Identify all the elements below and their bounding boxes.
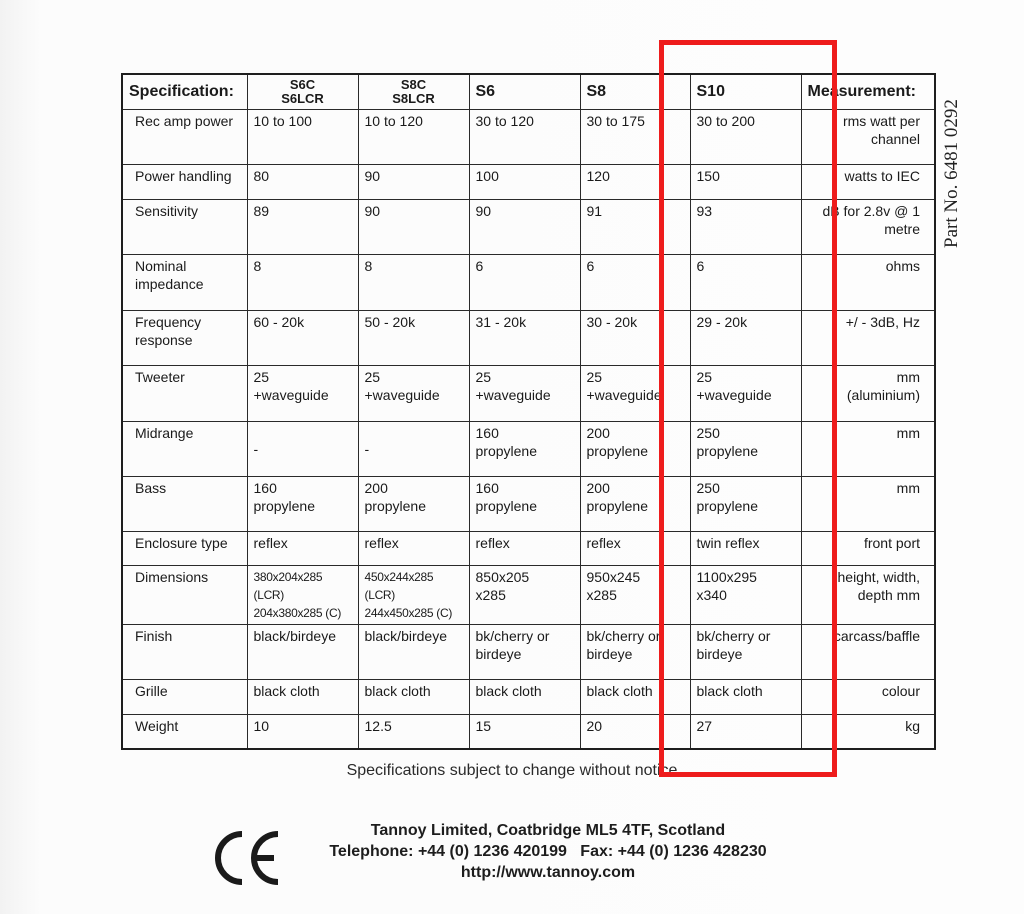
cell-s8 [580,625,690,680]
cell-s6c: 80 [247,165,358,200]
cell-s6c: 89 [247,200,358,255]
cell-line1: 1100x295 [696,569,757,585]
cell-s6c: black cloth [247,680,358,715]
cell-line1: 250 [696,425,720,441]
row-label: Rec amp power [122,110,247,165]
cell-line2: propylene [364,498,426,514]
cell-line1: 200 [586,425,610,441]
cell-measurement: colour [801,680,935,715]
table-row [122,165,935,200]
cell-line2: propylene [586,443,648,459]
row-label: Power handling [122,165,247,200]
cell-line1: 25 [364,369,381,385]
cell-line1: 950x245 [586,569,641,585]
measurement-line2: metre [884,221,920,237]
cell-s10 [690,477,801,532]
cell-s10: 150 [690,165,801,200]
cell-s8c: black/birdeye [358,625,469,680]
cell-s8c: black cloth [358,680,469,715]
cell-s6: black cloth [469,680,580,715]
cell-line1: bk/cherry or [696,628,771,644]
cell-s10 [690,366,801,422]
cell-line1: bk/cherry or [475,628,550,644]
row-label: Midrange [122,422,247,477]
table-row [122,200,935,255]
cell-s10: twin reflex [690,532,801,566]
table-row [122,680,935,715]
cell-s8: 20 [580,715,690,749]
header-s6c-line1: S6C [289,77,316,92]
cell-s6 [469,625,580,680]
row-label: Dimensions [122,566,247,625]
measurement-line2: depth mm [857,587,920,603]
cell-s6: 6 [469,255,580,311]
cell-line1: 250 [696,480,720,496]
row-label: Weight [122,715,247,749]
cell-line2: birdeye [475,646,522,662]
cell-line1: 160 [475,425,499,441]
cell-s10: 30 to 200 [690,110,801,165]
cell-line2: +waveguide [696,387,772,403]
cell-line1: 380x204x285 (LCR) [253,570,323,602]
ce-mark-icon [212,828,284,888]
cell-s10: 29 - 20k [690,311,801,366]
row-label-line1: Nominal [135,258,187,274]
cell-s8c: 12.5 [358,715,469,749]
cell-measurement: ohms [801,255,935,311]
cell-measurement [801,366,935,422]
measurement-line2: (aluminium) [846,387,920,403]
spec-table [121,73,936,750]
cell-line1: 850x205 [475,569,530,585]
measurement-line1: dB for 2.8v @ 1 [822,203,920,219]
cell-s6: 90 [469,200,580,255]
row-label: Bass [122,477,247,532]
table-row [122,255,935,311]
table-row [122,110,935,165]
table-row [122,566,935,625]
measurement-line2: channel [870,131,920,147]
cell-line2: propylene [586,498,648,514]
row-label: Tweeter [122,366,247,422]
table-row [122,477,935,532]
cell-s8: 91 [580,200,690,255]
cell-s6c: 8 [247,255,358,311]
cell-s8c: 90 [358,200,469,255]
company-name: Tannoy Limited, Coatbridge ML5 4TF, Scotland [370,822,726,839]
header-s6c [247,74,358,110]
cell-s6c: 10 [247,715,358,749]
cell-s8: 6 [580,255,690,311]
cell-s10 [690,625,801,680]
header-row [122,74,935,110]
cell-s10: 27 [690,715,801,749]
cell-s6: 30 to 120 [469,110,580,165]
cell-s6c [247,477,358,532]
cell-measurement: carcass/baffle [801,625,935,680]
header-specification: Specification: [122,74,247,110]
cell-s6c: - [247,422,358,477]
cell-s8c [358,477,469,532]
cell-s8 [580,566,690,625]
company-website[interactable]: http://www.tannoy.com [460,864,636,881]
cell-s8 [580,366,690,422]
header-s8c [358,74,469,110]
row-label: Enclosure type [122,532,247,566]
row-label [122,255,247,311]
cell-line1: 25 [475,369,492,385]
cell-line2: propylene [253,498,315,514]
cell-line1: 200 [586,480,610,496]
cell-line2: x340 [696,587,727,603]
header-s8: S8 [580,74,690,110]
cell-s8c: 90 [358,165,469,200]
cell-s6c: 60 - 20k [247,311,358,366]
row-label: Grille [122,680,247,715]
company-address-block [300,820,796,883]
header-s8c-line1: S8C [400,77,427,92]
cell-s10 [690,566,801,625]
cell-line2: x285 [586,587,617,603]
cell-measurement: watts to IEC [801,165,935,200]
disclaimer-note: Specifications subject to change without notice [346,762,678,779]
cell-s8c: reflex [358,532,469,566]
measurement-line1: rms watt per [842,113,920,129]
cell-line1: 160 [475,480,499,496]
table-row [122,366,935,422]
row-label-line2: impedance [135,276,204,292]
cell-line2: propylene [696,443,758,459]
cell-line1: bk/cherry or [586,628,661,644]
cell-s8: 120 [580,165,690,200]
cell-line2: 244x450x285 (C) [364,606,453,620]
cell-s8c [358,566,469,625]
cell-measurement: front port [801,532,935,566]
header-s10: S10 [690,74,801,110]
cell-s6 [469,566,580,625]
header-s8c-line2: S8LCR [392,91,435,106]
cell-s6c: 10 to 100 [247,110,358,165]
cell-s6c: reflex [247,532,358,566]
cell-line2: +waveguide [253,387,329,403]
cell-line2: 204x380x285 (C) [253,606,342,620]
cell-measurement [801,566,935,625]
company-phone: Telephone: +44 (0) 1236 420199 Fax: +44 (0) 1236 428230 [329,843,767,860]
table-row [122,311,935,366]
row-label [122,311,247,366]
cell-s8: 30 - 20k [580,311,690,366]
cell-line2: +waveguide [586,387,662,403]
measurement-line1: mm [896,369,920,385]
cell-s8c: 8 [358,255,469,311]
cell-s10 [690,422,801,477]
cell-s6 [469,366,580,422]
cell-s10: 6 [690,255,801,311]
cell-line1: 25 [253,369,270,385]
cell-s6 [469,477,580,532]
cell-measurement [801,110,935,165]
cell-measurement: kg [801,715,935,749]
part-number: Part No. 6481 0292 [941,99,962,248]
cell-s6 [469,422,580,477]
cell-s10: black cloth [690,680,801,715]
header-measurement: Measurement: [801,74,935,110]
cell-s6c [247,566,358,625]
cell-s8c: 50 - 20k [358,311,469,366]
cell-s8c: 10 to 120 [358,110,469,165]
cell-line1: 200 [364,480,388,496]
cell-line1: 25 [586,369,603,385]
cell-s6: reflex [469,532,580,566]
row-label: Finish [122,625,247,680]
cell-measurement: mm [801,477,935,532]
row-label-line2: response [135,332,193,348]
cell-measurement [801,200,935,255]
cell-measurement: +/ - 3dB, Hz [801,311,935,366]
cell-line2: +waveguide [364,387,440,403]
cell-line1: 450x244x285 (LCR) [364,570,434,602]
cell-s6: 31 - 20k [469,311,580,366]
measurement-line1: height, width, [837,569,920,585]
table-row [122,715,935,749]
header-s6: S6 [469,74,580,110]
row-label: Sensitivity [122,200,247,255]
header-s6c-line2: S6LCR [281,91,324,106]
cell-line2: birdeye [586,646,633,662]
cell-s8 [580,422,690,477]
cell-line2: birdeye [696,646,743,662]
cell-s6c: black/birdeye [247,625,358,680]
row-label-line1: Frequency [135,314,202,330]
table-row [122,625,935,680]
table-row [122,532,935,566]
table-row [122,422,935,477]
cell-s8c [358,366,469,422]
cell-line2: propylene [475,443,537,459]
cell-s6c [247,366,358,422]
cell-s8 [580,477,690,532]
cell-s8c: - [358,422,469,477]
cell-s8: black cloth [580,680,690,715]
cell-line2: propylene [475,498,537,514]
cell-s10: 93 [690,200,801,255]
cell-s6: 100 [469,165,580,200]
cell-s8: 30 to 175 [580,110,690,165]
cell-line1: 25 [696,369,713,385]
cell-s6: 15 [469,715,580,749]
cell-measurement: mm [801,422,935,477]
cell-line2: propylene [696,498,758,514]
cell-line1: 160 [253,480,277,496]
cell-line2: +waveguide [475,387,551,403]
cell-s8: reflex [580,532,690,566]
cell-line2: x285 [475,587,506,603]
